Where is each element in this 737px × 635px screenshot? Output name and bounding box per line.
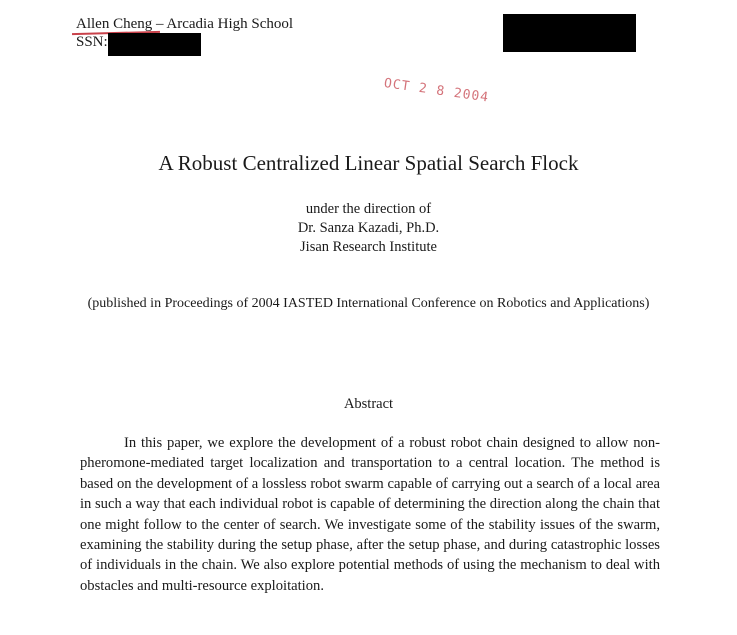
top-right-redaction-box bbox=[503, 14, 636, 52]
abstract-heading: Abstract bbox=[343, 396, 394, 412]
direction-line-1: under the direction of bbox=[305, 201, 432, 217]
institute-name: Jisan Research Institute bbox=[300, 239, 437, 255]
paper-title: A Robust Centralized Linear Spatial Search Flock bbox=[158, 151, 579, 175]
ssn-label: SSN: bbox=[76, 34, 108, 50]
advisor-name: Dr. Sanza Kazadi, Ph.D. bbox=[297, 220, 440, 236]
abstract-body bbox=[80, 433, 660, 596]
date-stamp: OCT 2 8 2004 bbox=[382, 76, 490, 106]
ssn-redaction-box bbox=[108, 33, 201, 56]
author-line: Allen Cheng – Arcadia High School bbox=[76, 16, 294, 32]
abstract-paragraph: In this paper, we explore the development of a robust robot chain designed to allow non-pheromone-mediated target localization and transportation to a central location. The method is based on the development of a lossless robot swarm capable of carrying out a search of a local area in such a way that each individual robot is capable of determining the direction along the chain that one might follow to the center of search. We investigate some of the stability issues of the swarm, examining the stability during the setup phase, after the setup phase, and during catastrophic losses of individuals in the chain. We also explore potential methods of using the mechanism to deal with obstacles and multi-resource exploitation. bbox=[80, 435, 660, 594]
publication-note: (published in Proceedings of 2004 IASTED International Conference on Robotics and Applications) bbox=[87, 296, 650, 311]
